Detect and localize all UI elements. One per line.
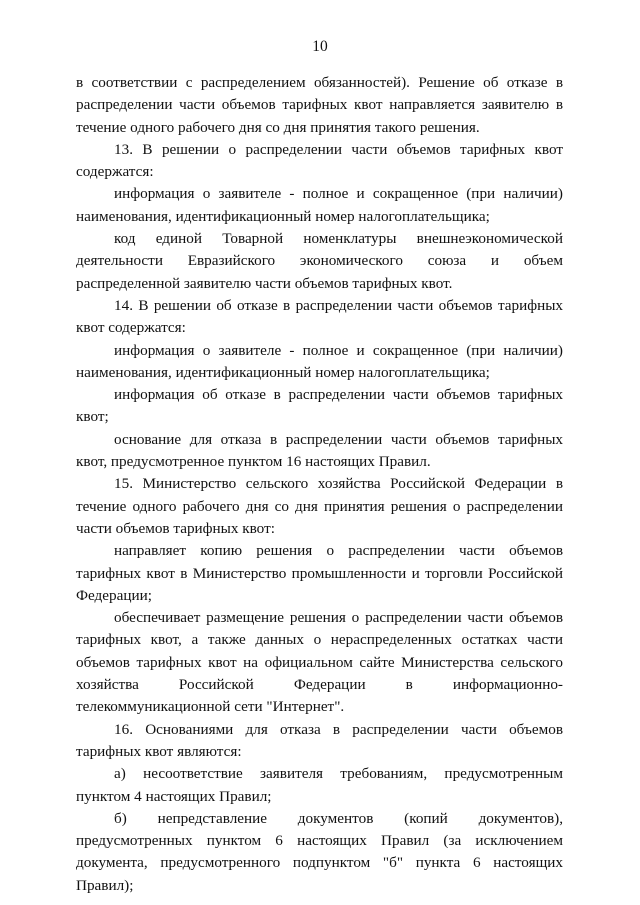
paragraph-13-applicant-info: информация о заявителе - полное и сокращенное (при наличии) наименования, идентификационный номер налогоплательщика;	[76, 185, 563, 225]
paragraph-item-14: 14. В решении об отказе в распределении части объемов тарифных квот содержатся:	[76, 296, 563, 337]
page-number: 10	[312, 38, 328, 55]
paragraph-16-subitem-b: б) непредставление документов (копий документов), предусмотренных пунктом 6 настоящих Правил (за исключением документа, предусмотренного подпунктом "б" пункта 6 настоящих Правил);	[76, 809, 563, 894]
paragraph-item-13: 13. В решении о распределении части объемов тарифных квот содержатся:	[76, 140, 563, 181]
document-body	[76, 72, 563, 897]
paragraph-14-refusal-info: информация об отказе в распределении части объемов тарифных квот;	[76, 386, 563, 426]
paragraph-continuation: в соответствии с распределением обязанностей). Решение об отказе в распределении части объемов тарифных квот направляется заявителю в течение одного рабочего дня со дня принятия такого решения.	[76, 74, 563, 136]
paragraph-14-refusal-basis: основание для отказа в распределении части объемов тарифных квот, предусмотренное пунктом 16 настоящих Правил.	[76, 430, 563, 471]
paragraph-13-commodity-code: код единой Товарной номенклатуры внешнеэкономической деятельности Евразийского экономического союза и объем распределенной заявителю части объемов тарифных квот.	[76, 230, 563, 292]
paragraph-15-send-copy: направляет копию решения о распределении части объемов тарифных квот в Министерство промышленности и торговли Российской Федерации;	[76, 542, 563, 604]
paragraph-item-15: 15. Министерство сельского хозяйства Российской Федерации в течение одного рабочего дня со дня принятия решения о распределении части объемов тарифных квот:	[76, 475, 563, 537]
paragraph-item-16: 16. Основаниями для отказа в распределении части объемов тарифных квот являются:	[76, 720, 563, 760]
paragraph-16-subitem-a: а) несоответствие заявителя требованиям, предусмотренным пунктом 4 настоящих Правил;	[76, 765, 563, 805]
paragraph-14-applicant-info: информация о заявителе - полное и сокращенное (при наличии) наименования, идентификационный номер налогоплательщика;	[76, 341, 563, 381]
paragraph-15-publication: обеспечивает размещение решения о распределении части объемов тарифных квот, а также данных о нераспределенных остатках части объемов тарифных квот на официальном сайте Министерства сельского хозяйства Российской Федерации в информационно-телекоммуникационной сети "Интернет".	[76, 609, 563, 716]
